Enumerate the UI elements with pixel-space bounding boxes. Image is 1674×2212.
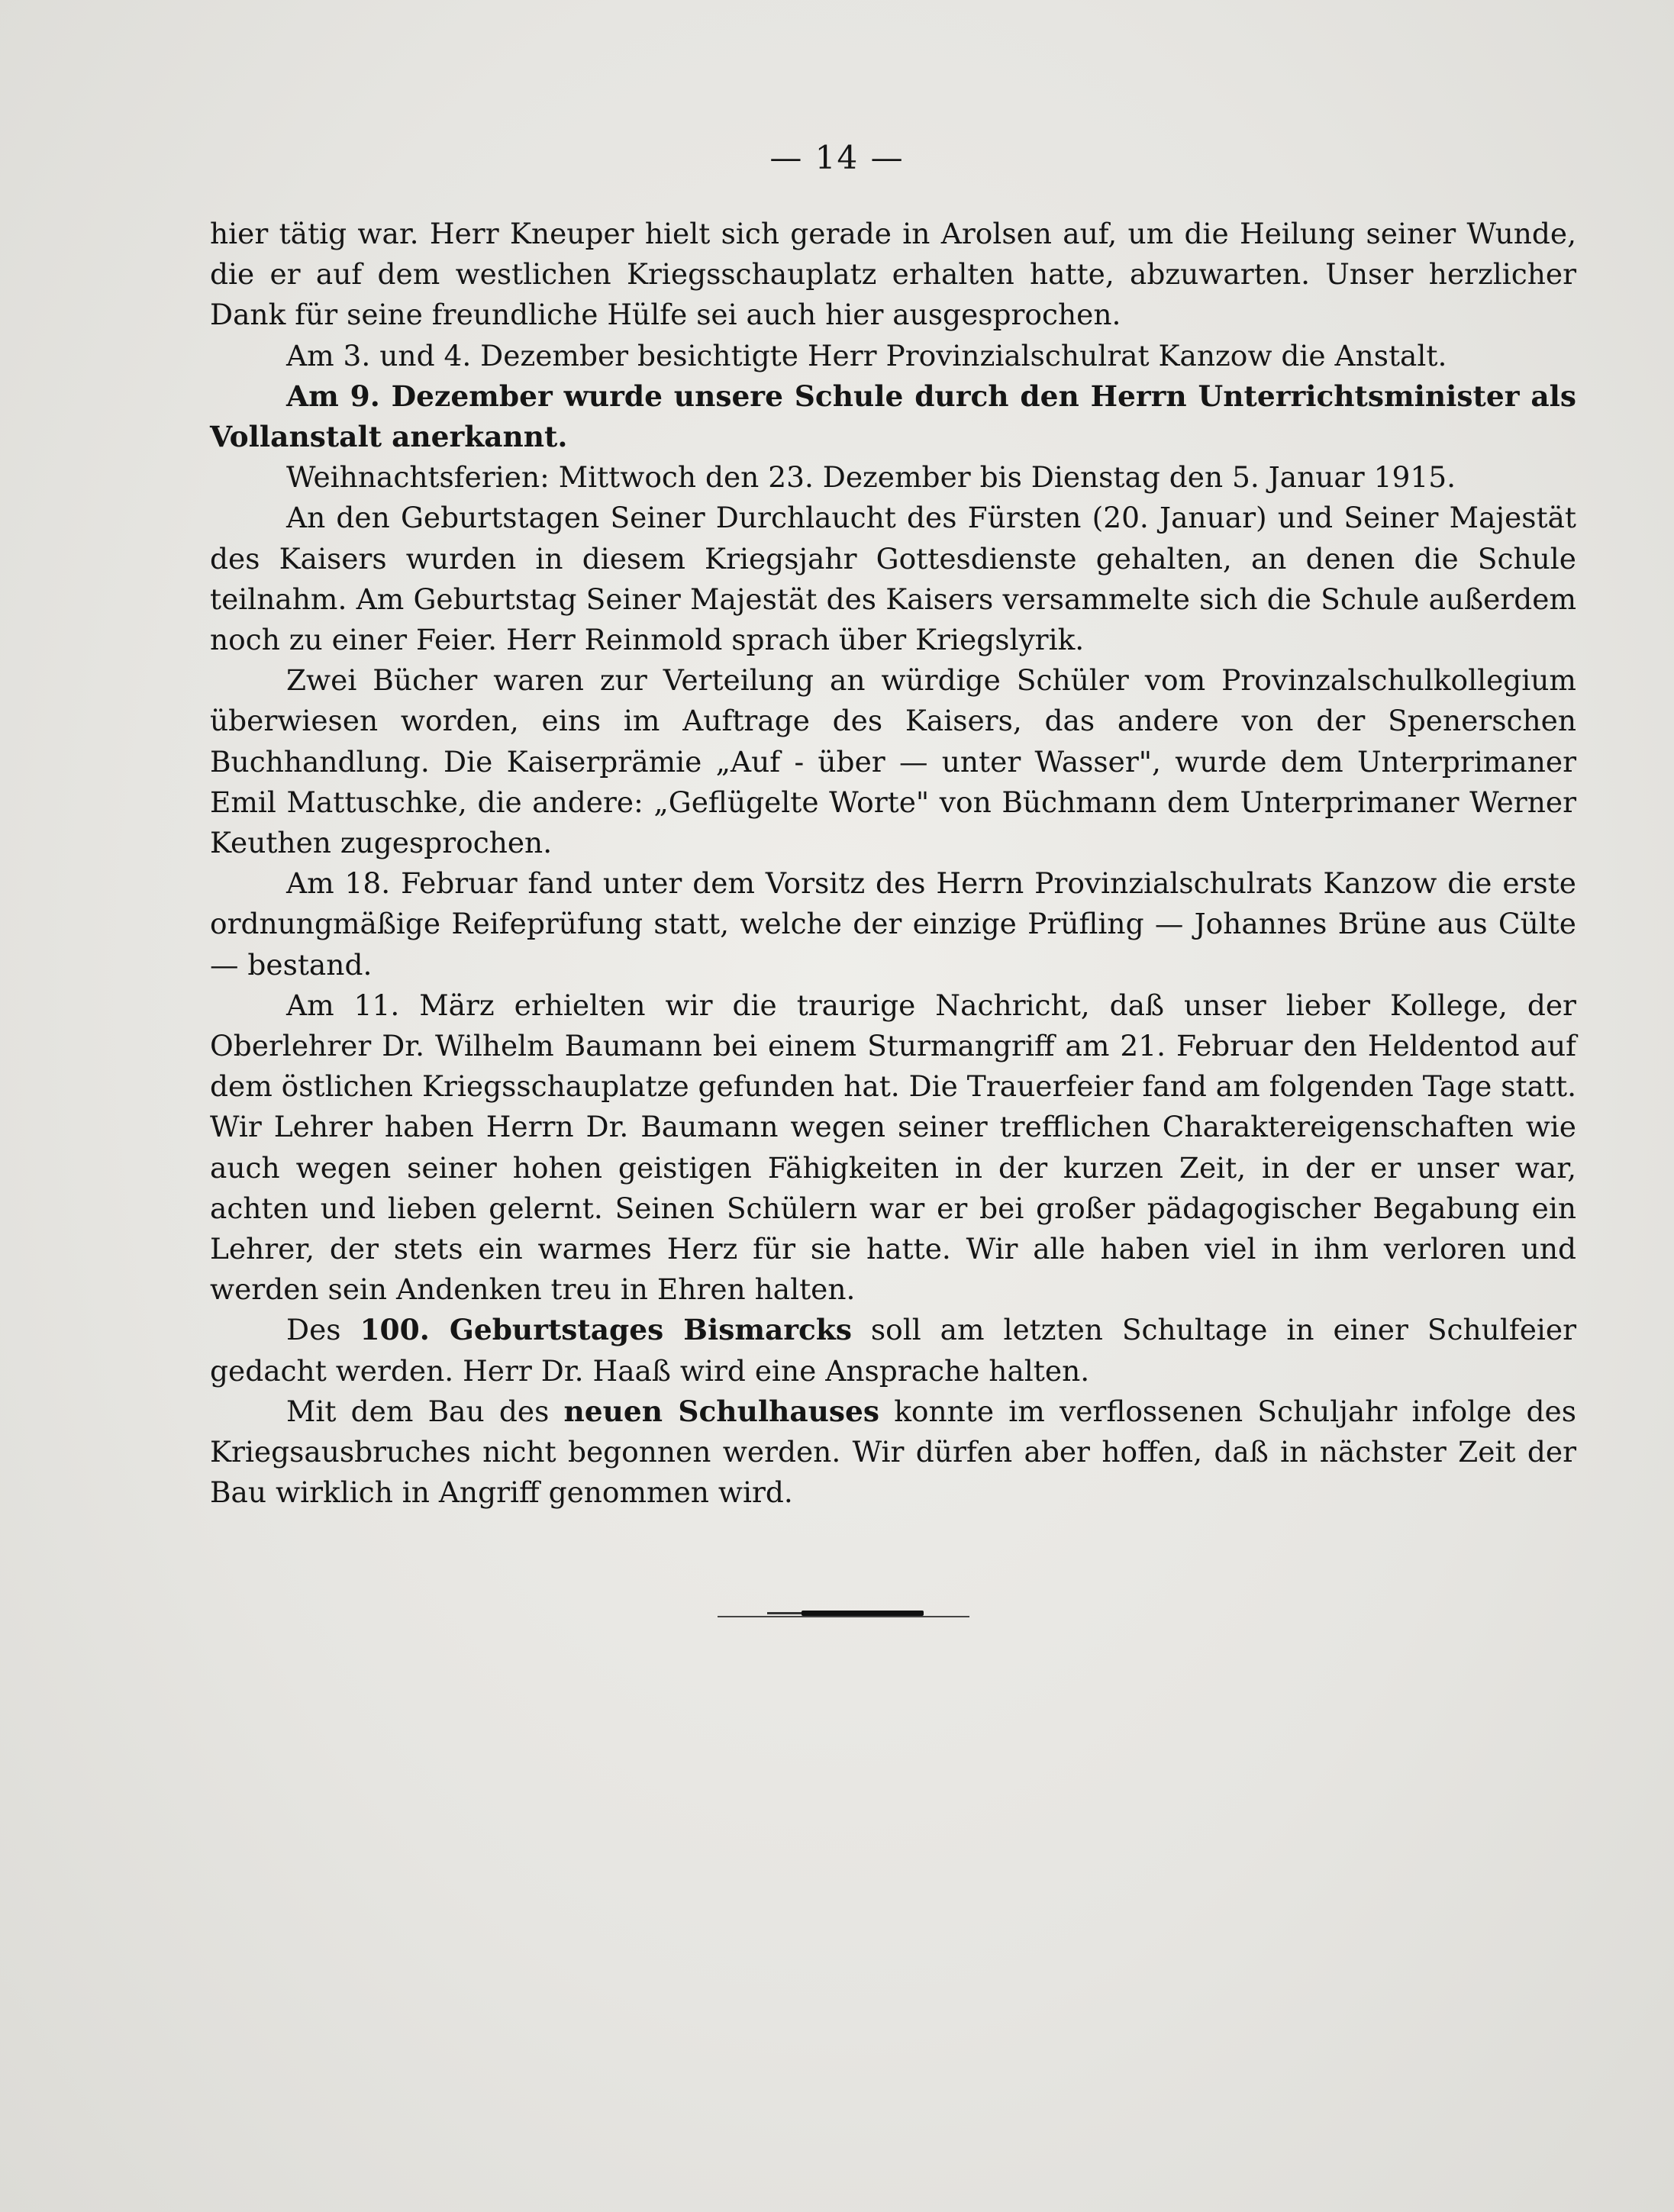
paragraph-birthdays: An den Geburtstagen Seiner Durchlaucht des Fürsten (20. Januar) und Seiner Majestät des Kaisers wurden in diesem Kriegsjahr Gottesdienste gehalten, an denen die Schule teilnahm. Am Geburtstag Seiner Majestät des Kaisers versammelte sich die Schule außerdem noch zu einer Feier. Herr Reinmold sprach über Kriegslyrik. xyxy=(210,501,1576,657)
paragraph-bismarck xyxy=(210,1310,1576,1391)
paragraph-baumann-obituary: Am 11. März erhielten wir die traurige Nachricht, daß unser lieber Kollege, der Oberlehrer Dr. Wilhelm Baumann bei einem Sturmangriff am 21. Februar den Heldentod auf dem östlichen Kriegsschauplatze gefunden hat. Die Trauerfeier fand am folgenden Tage statt. Wir Lehrer haben Herrn Dr. Baumann wegen seiner trefflichen Charaktereigenschaften wie auch wegen seiner hohen geistigen Fähigkeiten in der kurzen Zeit, in der er unser war, achten und lieben gelernt. Seinen Schülern war er bei großer pädagogischer Begabung ein Lehrer, der stets ein warmes Herz für sie hatte. Wir alle haben viel in ihm verloren und werden sein Andenken treu in Ehren halten. xyxy=(210,988,1576,1307)
paragraph-vollanstalt: Am 9. Dezember wurde unsere Schule durch den Herrn Unterrichtsminister als Vollanstalt anerkannt. xyxy=(210,379,1576,454)
page-number: — 14 — xyxy=(769,139,905,176)
paragraph-inspection: Am 3. und 4. Dezember besichtigte Herr Provinzialschulrat Kanzow die Anstalt. xyxy=(286,338,1447,372)
building-text-end: konnte im verflossenen Schuljahr infolge des Kriegsausbruches nicht begonnen werden. Wir dürfen aber hoffen, daß in nächster Zeit der Bau wirklich in Angriff genommen wird. xyxy=(210,1394,1576,1510)
divider-left-rule xyxy=(767,1612,802,1614)
bismarck-text-end: soll am letzten Schultage in einer Schulfeier gedacht werden. Herr Dr. Haaß wird eine Ansprache halten. xyxy=(210,1313,1576,1388)
paragraph-kneuper: hier tätig war. Herr Kneuper hielt sich gerade in Arolsen auf, um die Heilung seiner Wunde, die er auf dem westlichen Kriegsschauplatz erhalten hatte, abzuwarten. Unser herzlicher Dank für seine freundliche Hülfe sei auch hier ausgesprochen. xyxy=(210,217,1576,332)
body-text xyxy=(210,214,1576,1514)
paragraph-book-prizes: Zwei Bücher waren zur Verteilung an würdige Schüler vom Provinzalschulkollegium überwiesen worden, eins im Auftrage des Kaisers, das andere von der Spenerschen Buchhandlung. Die Kaiserprämie „Auf - über — unter Wasser", wurde dem Unterprimaner Emil Mattuschke, die andere: „Geflügelte Worte" von Büchmann dem Unterprimaner Werner Keuthen zugesprochen. xyxy=(210,663,1576,860)
divider-thick-rule xyxy=(802,1611,924,1616)
paragraph-final-exam: Am 18. Februar fand unter dem Vorsitz des Herrn Provinzialschulrats Kanzow die erste ordnungmäßige Reifeprüfung statt, welche der einzige Prüfling — Johannes Brüne aus Cülte — bestand. xyxy=(210,866,1576,982)
building-text-start: Mit dem Bau des xyxy=(286,1394,564,1428)
building-emphasis: neuen Schulhauses xyxy=(563,1394,879,1428)
paragraph-christmas-holidays: Weihnachtsferien: Mittwoch den 23. Dezember bis Dienstag den 5. Januar 1915. xyxy=(286,460,1456,495)
bismarck-text-start: Des xyxy=(286,1313,360,1347)
divider-thin-rule xyxy=(718,1616,969,1617)
bismarck-emphasis: 100. Geburtstages Bismarcks xyxy=(360,1313,852,1347)
section-divider xyxy=(718,1609,969,1621)
paragraph-new-building xyxy=(210,1391,1576,1514)
